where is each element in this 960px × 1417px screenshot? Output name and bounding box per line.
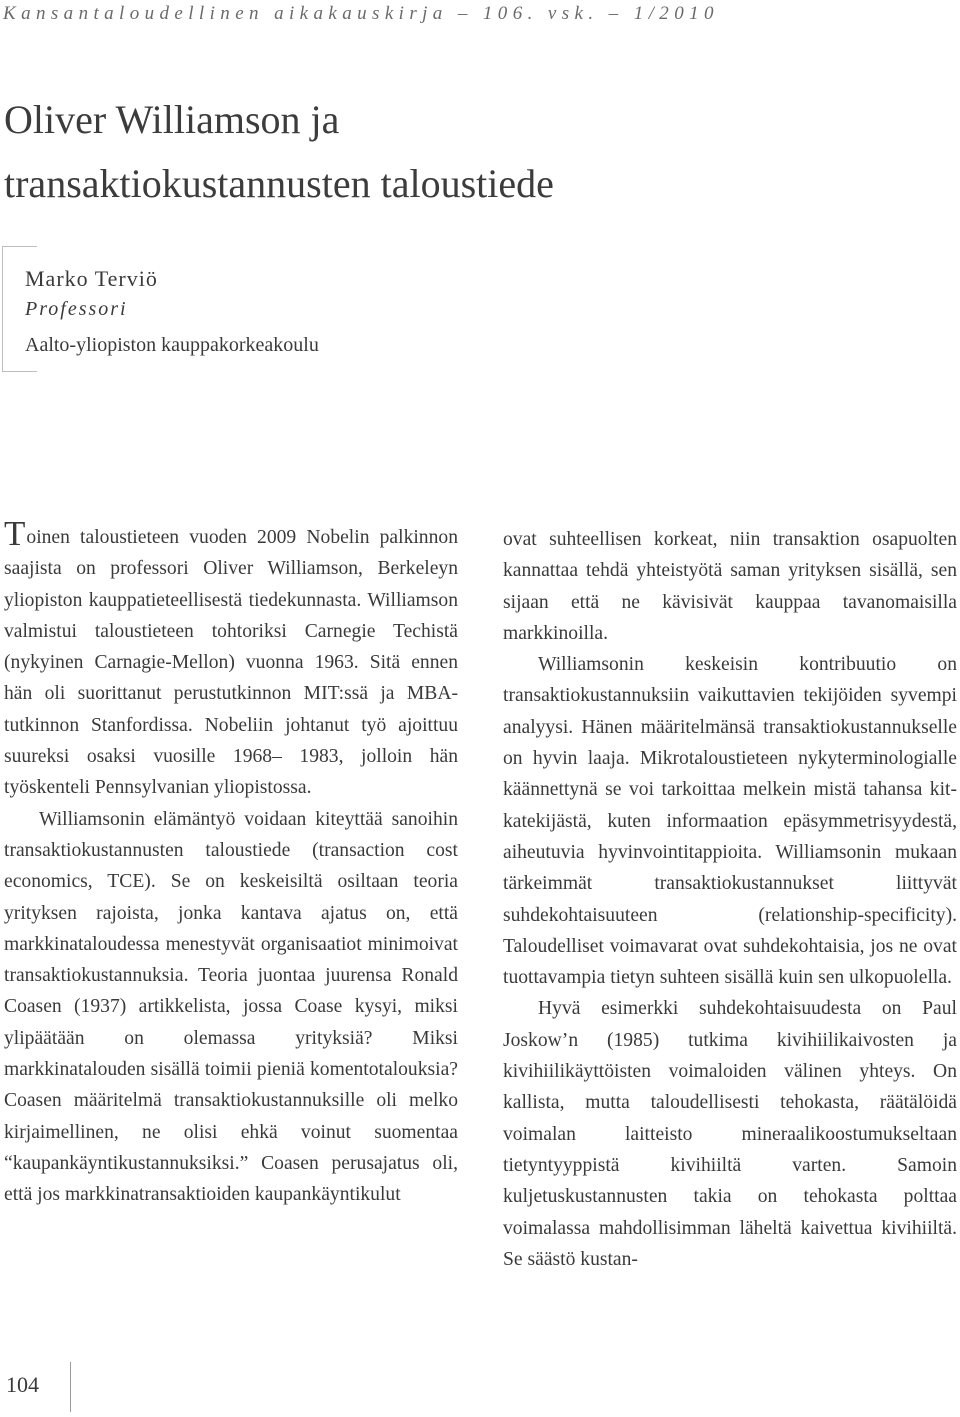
paragraph-1-text: oinen taloustieteen vuoden 2009 Nobelin palkinnon saajista on professori Oliver Williamson, Berkeleyn yliopiston kauppatieteellisestä tiedekunnasta. Williamson valmistui taloustieteen tohtoriksi Carnegie Techistä (nykyinen Carnagie-Mellon) vuonna 1963. Sitä ennen hän oli suorittanut perustutkinnon MIT:ssä ja MBA-tutkinnon Stanfordissa. Nobeliin johtanut työ ajoittuu suureksi osaksi vuosille 1968– 1983, jolloin hän työskenteli Pennsylvanian yliopistossa. [4, 527, 458, 799]
paragraph-4: Williamsonin keskeisin kontribuutio on transaktiokustannuksiin vaikuttavien tekijöiden syvempi analyysi. Hänen määritelmänsä transaktiokustannukselle on hyvin laaja. Mikrotaloustieteen nykyterminologialle käännettynä se voi tarkoittaa melkein mistä tahansa kitkatekijästä, kuten informaation epäsymmetrisyydestä, aiheutuvia hyvinvointitappioita. Williamsonin mukaan tärkeimmät transaktiokustannukset liittyvät suhdekohtaisuuteen (relationship-specificity). Taloudelliset voimavarat ovat suhdekohtaisia, jos ne ovat tuottavampia tietyn suhteen sisällä kuin sen ulkopuolella. [503, 654, 957, 989]
article-title [4, 88, 554, 216]
paragraph-5: Hyvä esimerkki suhdekohtaisuudesta on Paul Joskow’n (1985) tutkima kivihiilikaivosten ja kivihiilikäyttöisten voimaloiden välinen yhteys. On kallista, mutta taloudellisesti tehokasta, räätälöidä voimalan laitteisto mineraalikoostumukseltaan tietyntyyppistä kivihiiltä varten. Samoin kuljetuskustannusten takia on tehokasta polttaa voimalassa mahdollisimman läheltä kaivettua kivihiiltä. Se säästö kustan- [503, 998, 957, 1270]
article-title-line-2: transaktiokustannusten taloustiede [4, 161, 554, 206]
body-column-right [503, 524, 957, 1275]
drop-cap: T [4, 514, 26, 553]
footer-rule [70, 1362, 71, 1412]
page-number: 104 [6, 1372, 39, 1397]
paragraph-1 [4, 514, 458, 804]
body-column-left [4, 514, 458, 1211]
author-name: Marko Terviö [25, 266, 158, 291]
running-head: Kansantaloudellinen aikakauskirja – 106. vsk. – 1/2010 [3, 3, 719, 24]
article-title-line-1: Oliver Williamson ja [4, 97, 340, 142]
author-role: Professori [25, 298, 128, 320]
author-affiliation: Aalto-yliopiston kauppakorkeakoulu [25, 334, 319, 356]
paragraph-3: ovat suhteellisen korkeat, niin transaktion osapuolten kannattaa tehdä yhteistyötä saman yrityksen sisällä, sen sijaan että ne kävisivät kauppaa tavanomaisilla markkinoilla. [503, 529, 957, 644]
paragraph-2: Williamsonin elämäntyö voidaan kiteyttää sanoihin transaktiokustannusten taloustiede (transaction cost economics, TCE). Se on keskeisiltä osiltaan teoria yrityksen rajoista, jonka kantava ajatus on, että markkinataloudessa menestyvät organisaatiot minimoivat transaktiokustannuksia. Teoria juontaa juurensa Ronald Coasen (1937) artikkelista, jossa Coase kysyi, miksi ylipäätään on olemassa yrityksiä? Miksi markkinatalouden sisällä toimii pieniä komentotalouksia? Coasen määritelmä transaktiokustannuksille oli melko kirjaimellinen, ne olisi ehkä voinut suomentaa “kaupankäyntikustannuksiksi.” Coasen perusajatus oli, että jos markkinatransaktioiden kaupankäyntikulut [4, 808, 458, 1206]
author-block [2, 246, 443, 372]
